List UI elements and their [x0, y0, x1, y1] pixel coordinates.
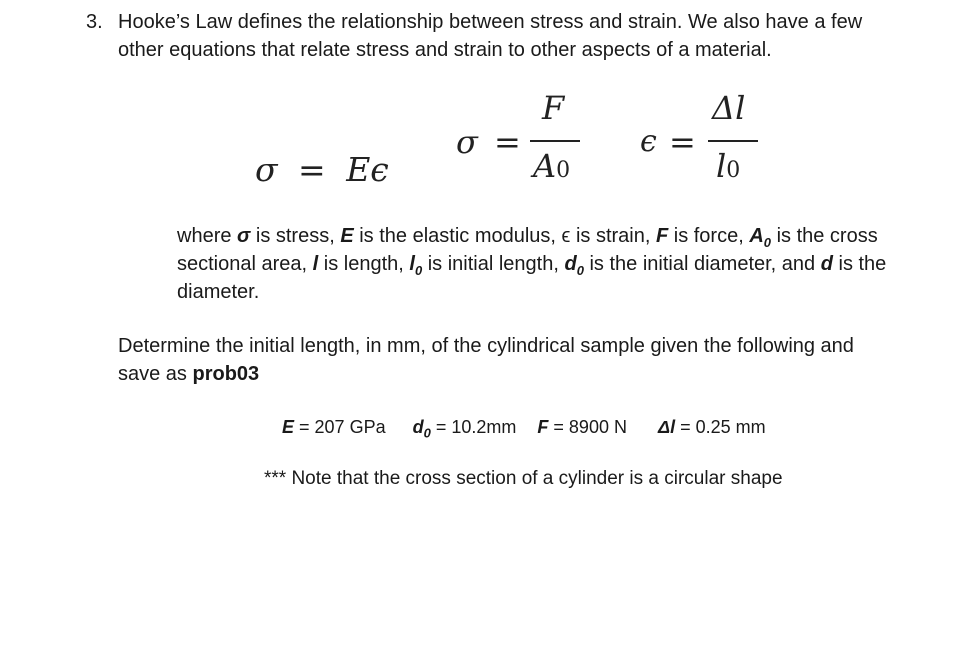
where-run: 0 [414, 263, 423, 278]
intro-line-1: Hooke’s Law defines the relationship between stress and strain. We also have a few [118, 11, 863, 33]
eq2-denominator [533, 146, 570, 191]
given-d0-var: d [412, 417, 424, 437]
where-run: ϵ [561, 225, 571, 247]
given-F-var: F [537, 417, 549, 437]
eq3-numerator: Δl [712, 89, 746, 127]
eq2-denominator-sub: 0 [556, 158, 571, 183]
where-run: where [177, 225, 238, 247]
where-line-2 [177, 250, 886, 285]
where-run: 0 [576, 263, 584, 278]
where-run: l [409, 253, 415, 275]
where-run: d [564, 253, 577, 275]
given-dl-value: = 0.25 mm [675, 417, 766, 437]
task-line-1: Determine the initial length, in mm, of the cylindrical sample given the following and [118, 335, 854, 357]
problem-number: 3. [86, 11, 103, 33]
eq1-rhs-var: E [346, 150, 371, 189]
given-E-var: E [282, 417, 295, 437]
eq1-rhs-sym: ϵ [370, 150, 389, 189]
eq2-denominator-var: A [533, 147, 557, 185]
given-dl [658, 417, 766, 437]
where-run: A [749, 225, 764, 247]
intro-line-2: other equations that relate stress and strain to other aspects of a material. [118, 39, 772, 61]
note-text: *** Note that the cross section of a cylinder is a circular shape [264, 468, 783, 489]
given-F-value: = 8900 N [548, 417, 627, 437]
given-d0 [412, 417, 517, 441]
eq1-equals: = [298, 150, 326, 189]
task-filename: prob03 [192, 363, 260, 385]
eq2-lhs: σ [456, 123, 478, 161]
where-run: is initial length, [422, 253, 565, 275]
eq3-denominator [716, 146, 740, 191]
eq3-equals: = [669, 123, 696, 161]
task-line-2 [118, 360, 259, 388]
where-run: is force, [668, 225, 750, 247]
where-run: is the [832, 253, 887, 275]
where-run: is stress, [250, 225, 341, 247]
where-run: sectional area, [177, 253, 313, 275]
where-run: 0 [763, 235, 772, 250]
where-run: is the cross [771, 225, 878, 247]
given-E-value: = 207 GPa [294, 417, 386, 437]
where-run: is strain, [570, 225, 656, 247]
given-F [537, 417, 627, 437]
given-values [282, 414, 766, 447]
where-run: is the initial diameter, and [583, 253, 821, 275]
eq3-denominator-sub: 0 [726, 158, 741, 183]
eq2-fraction-bar [530, 140, 580, 142]
where-run: is the elastic modulus, [353, 225, 562, 247]
eq3-denominator-var: l [716, 147, 727, 185]
where-run: E [340, 225, 354, 247]
given-d0-value: = 10.2mm [430, 417, 517, 437]
where-line-3 [177, 278, 259, 306]
task-line-2-prefix: save as [118, 363, 193, 385]
given-E [282, 417, 386, 437]
where-run: d [820, 253, 833, 275]
eq1-lhs: σ [255, 150, 278, 189]
where-run: l [312, 253, 319, 275]
eq3-lhs: ϵ [640, 124, 657, 159]
eq3-fraction-bar [708, 140, 758, 142]
where-run: σ [237, 225, 251, 247]
equation-hookes-law [255, 150, 389, 190]
where-run: F [655, 225, 669, 247]
eq2-numerator: F [542, 89, 565, 127]
where-run: is length, [318, 253, 410, 275]
given-d0-sub: 0 [423, 425, 431, 441]
eq2-equals: = [494, 123, 521, 161]
where-run: diameter. [177, 281, 260, 303]
given-dl-var: Δl [657, 417, 676, 437]
